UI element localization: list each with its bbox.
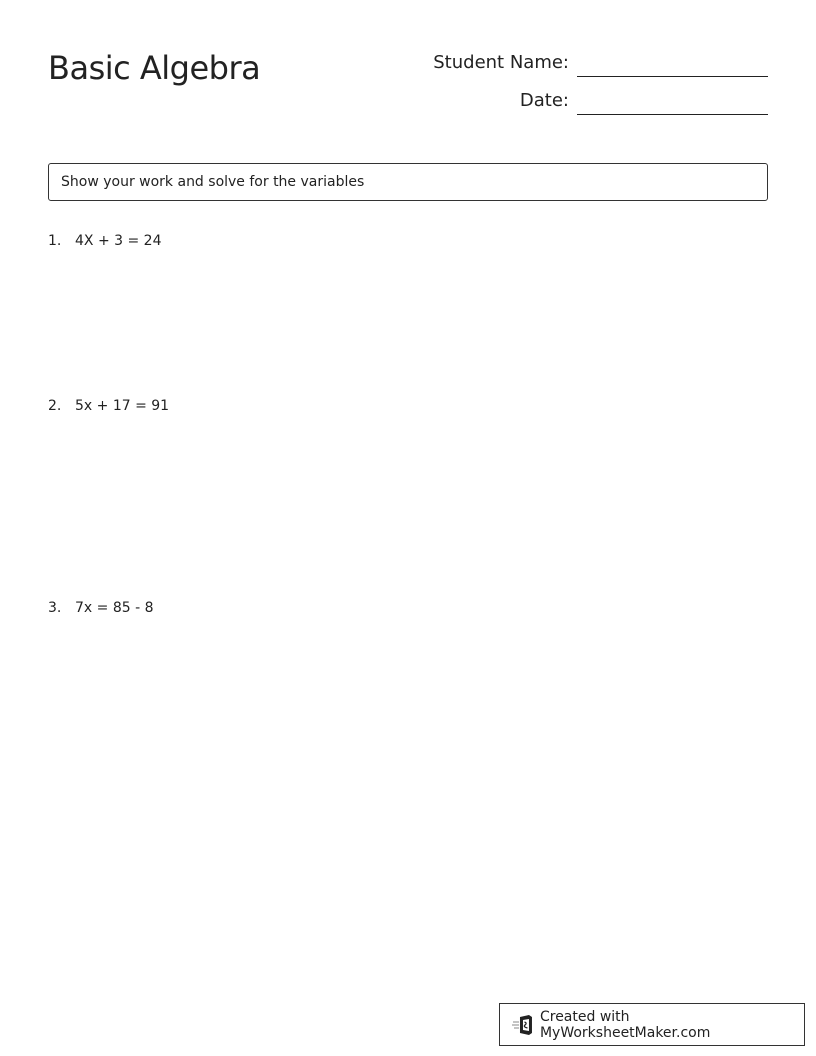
date-blank-line	[577, 114, 768, 115]
worksheet-title: Basic Algebra	[48, 49, 261, 87]
student-name-blank-line	[577, 76, 768, 77]
footer-credit-badge[interactable]	[499, 1003, 805, 1046]
question-number: 3.	[48, 600, 62, 616]
question-item	[48, 231, 161, 251]
student-name-label: Student Name:	[433, 52, 569, 73]
instructions-box	[48, 163, 768, 201]
question-text: 4X + 3 = 24	[75, 233, 162, 249]
footer-credit-text: Created with MyWorksheetMaker.com	[539, 1008, 711, 1041]
question-number: 2.	[48, 398, 62, 414]
date-label: Date:	[519, 90, 569, 111]
instructions-text: Show your work and solve for the variables	[61, 174, 365, 190]
worksheet-logo-icon	[512, 1014, 534, 1036]
question-item	[48, 396, 169, 416]
question-number: 1.	[48, 233, 62, 249]
question-item	[48, 598, 154, 618]
student-name-field	[433, 50, 768, 76]
question-text: 5x + 17 = 91	[75, 398, 170, 414]
date-field	[520, 88, 768, 114]
question-text: 7x = 85 - 8	[75, 600, 154, 616]
